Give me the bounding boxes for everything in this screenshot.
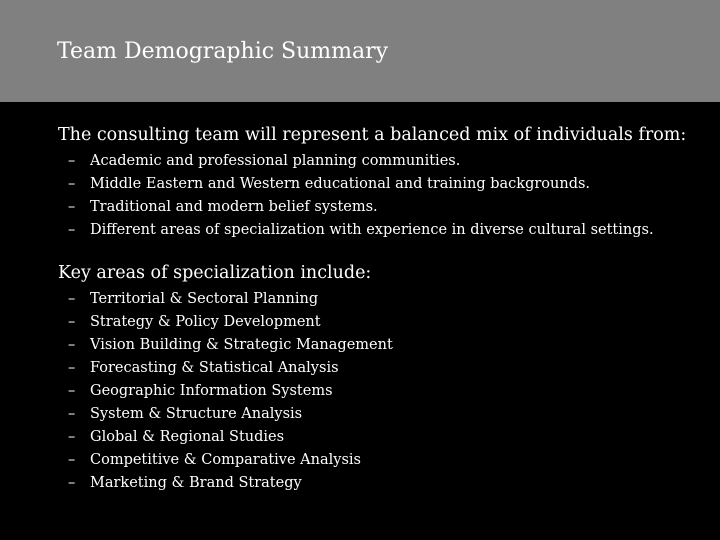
dash-bullet: – xyxy=(68,314,76,330)
dash-bullet: – xyxy=(68,360,76,376)
section-spacer xyxy=(58,242,698,260)
list-item-text: Different areas of specialization with experience in diverse cultural settings. xyxy=(90,222,654,238)
list-item xyxy=(58,357,698,380)
list-item xyxy=(58,150,698,173)
list-item-text: System & Structure Analysis xyxy=(90,406,303,422)
list-item xyxy=(58,288,698,311)
list-item xyxy=(58,311,698,334)
list-item-text: Academic and professional planning communities. xyxy=(90,153,461,169)
team-mix-list xyxy=(58,150,698,242)
list-item xyxy=(58,426,698,449)
list-item-text: Competitive & Comparative Analysis xyxy=(90,452,361,468)
list-item-text: Forecasting & Statistical Analysis xyxy=(90,360,339,376)
list-item-text: Global & Regional Studies xyxy=(90,429,285,445)
list-item-text: Strategy & Policy Development xyxy=(90,314,321,330)
dash-bullet: – xyxy=(68,291,76,307)
dash-bullet: – xyxy=(68,176,76,192)
section-heading-team-mix: The consulting team will represent a balanced mix of individuals from: xyxy=(58,125,687,145)
list-item xyxy=(58,219,698,242)
dash-bullet: – xyxy=(68,199,76,215)
list-item xyxy=(58,173,698,196)
dash-bullet: – xyxy=(68,222,76,238)
list-item-text: Vision Building & Strategic Management xyxy=(90,337,393,353)
dash-bullet: – xyxy=(68,429,76,445)
list-item xyxy=(58,334,698,357)
title-bar xyxy=(0,0,720,102)
list-item xyxy=(58,196,698,219)
slide-title: Team Demographic Summary xyxy=(57,39,389,64)
section-heading-specialization: Key areas of specialization include: xyxy=(58,263,372,283)
list-item-text: Middle Eastern and Western educational and training backgrounds. xyxy=(90,176,591,192)
list-item-text: Marketing & Brand Strategy xyxy=(90,475,302,491)
dash-bullet: – xyxy=(68,337,76,353)
list-item xyxy=(58,472,698,495)
dash-bullet: – xyxy=(68,452,76,468)
dash-bullet: – xyxy=(68,475,76,491)
dash-bullet: – xyxy=(68,153,76,169)
list-item-text: Traditional and modern belief systems. xyxy=(90,199,378,215)
list-item xyxy=(58,380,698,403)
list-item xyxy=(58,449,698,472)
specialization-list xyxy=(58,288,698,495)
slide-content xyxy=(58,122,698,495)
list-item-text: Geographic Information Systems xyxy=(90,383,333,399)
list-item xyxy=(58,403,698,426)
dash-bullet: – xyxy=(68,383,76,399)
dash-bullet: – xyxy=(68,406,76,422)
list-item-text: Territorial & Sectoral Planning xyxy=(90,291,319,307)
